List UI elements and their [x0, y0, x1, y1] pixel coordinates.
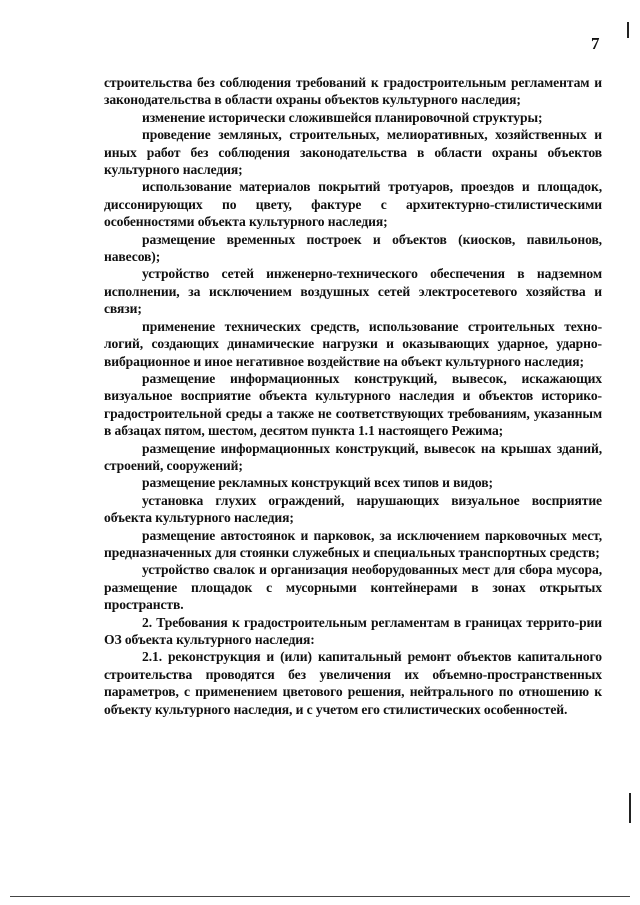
paragraph-14: 2. Требования к градостроительным регламентам в границах террито-рии ОЗ объекта культурного наследия:	[104, 614, 602, 647]
paragraph-5: размещение временных построек и объектов (киосков, павильонов, навесов);	[104, 231, 602, 265]
paragraph-15: 2.1. реконструкция и (или) капитальный ремонт объектов капитального строительства проводятся без увеличения их объемно-пространственных параметров, с применением цветового решения, нейтрального по отношению к объекту культурного наследия, и с учетом его стилистических особенностей.	[104, 649, 602, 717]
paragraph-6: устройство сетей инженерно-технического обеспечения в надземном исполнении, за исключением воздушных сетей электросетевого хозяйства и связи;	[104, 266, 602, 317]
paragraph-2: изменение исторически сложившейся планировочной структуры;	[142, 109, 543, 125]
paragraph-9: размещение информационных конструкций, вывесок на крышах зданий, строений, сооружений;	[104, 440, 602, 473]
paragraph-10: размещение рекламных конструкций всех типов и видов;	[142, 475, 493, 491]
paragraph-8: размещение информационных конструкций, вывесок, искажающих визуальное восприятие объекта культурного наследия и объектов историко-градостроительной среды а также не соответствующих требованиям, указанным в абзацах пятом, шестом, десятом пункта 1.1 настоящего Режима;	[104, 370, 602, 439]
paragraph-3: проведение земляных, строительных, мелиоративных, хозяйственных и иных работ без соблюдения законодательства в области охраны объектов культурного наследия;	[104, 127, 602, 178]
paragraph-11: установка глухих ограждений, нарушающих визуальное восприятие объекта культурного наследия;	[104, 492, 602, 526]
document-body	[104, 74, 602, 718]
scan-bottom-edge	[10, 896, 630, 897]
paragraph-13: устройство свалок и организация необорудованных мест для сбора мусора, размещение площадок с мусорными контейнерами в зонах открытых пространств.	[104, 562, 602, 613]
paragraph-12: размещение автостоянок и парковок, за исключением парковочных мест, предназначенных для стоянки служебных и специальных транспортных средств;	[104, 527, 602, 560]
scan-edge-mark-side	[629, 793, 631, 823]
paragraph-1: строительства без соблюдения требований к градостроительным регламентам и законодательства в области охраны объектов культурного наследия;	[104, 75, 602, 108]
scan-edge-mark-top	[627, 22, 629, 38]
paragraph-4: использование материалов покрытий тротуаров, проездов и площадок, диссонирующих по цвету, фактуре с архитектурно-стилистическими особенностями объекта культурного наследия;	[104, 179, 602, 230]
page-number: 7	[591, 34, 600, 53]
paragraph-7: применение технических средств, использование строительных техно-логий, создающих динамические нагрузки и оказывающих ударное, ударно-вибрационное и иное негативное воздействие на объект культурного наследия;	[104, 318, 602, 369]
